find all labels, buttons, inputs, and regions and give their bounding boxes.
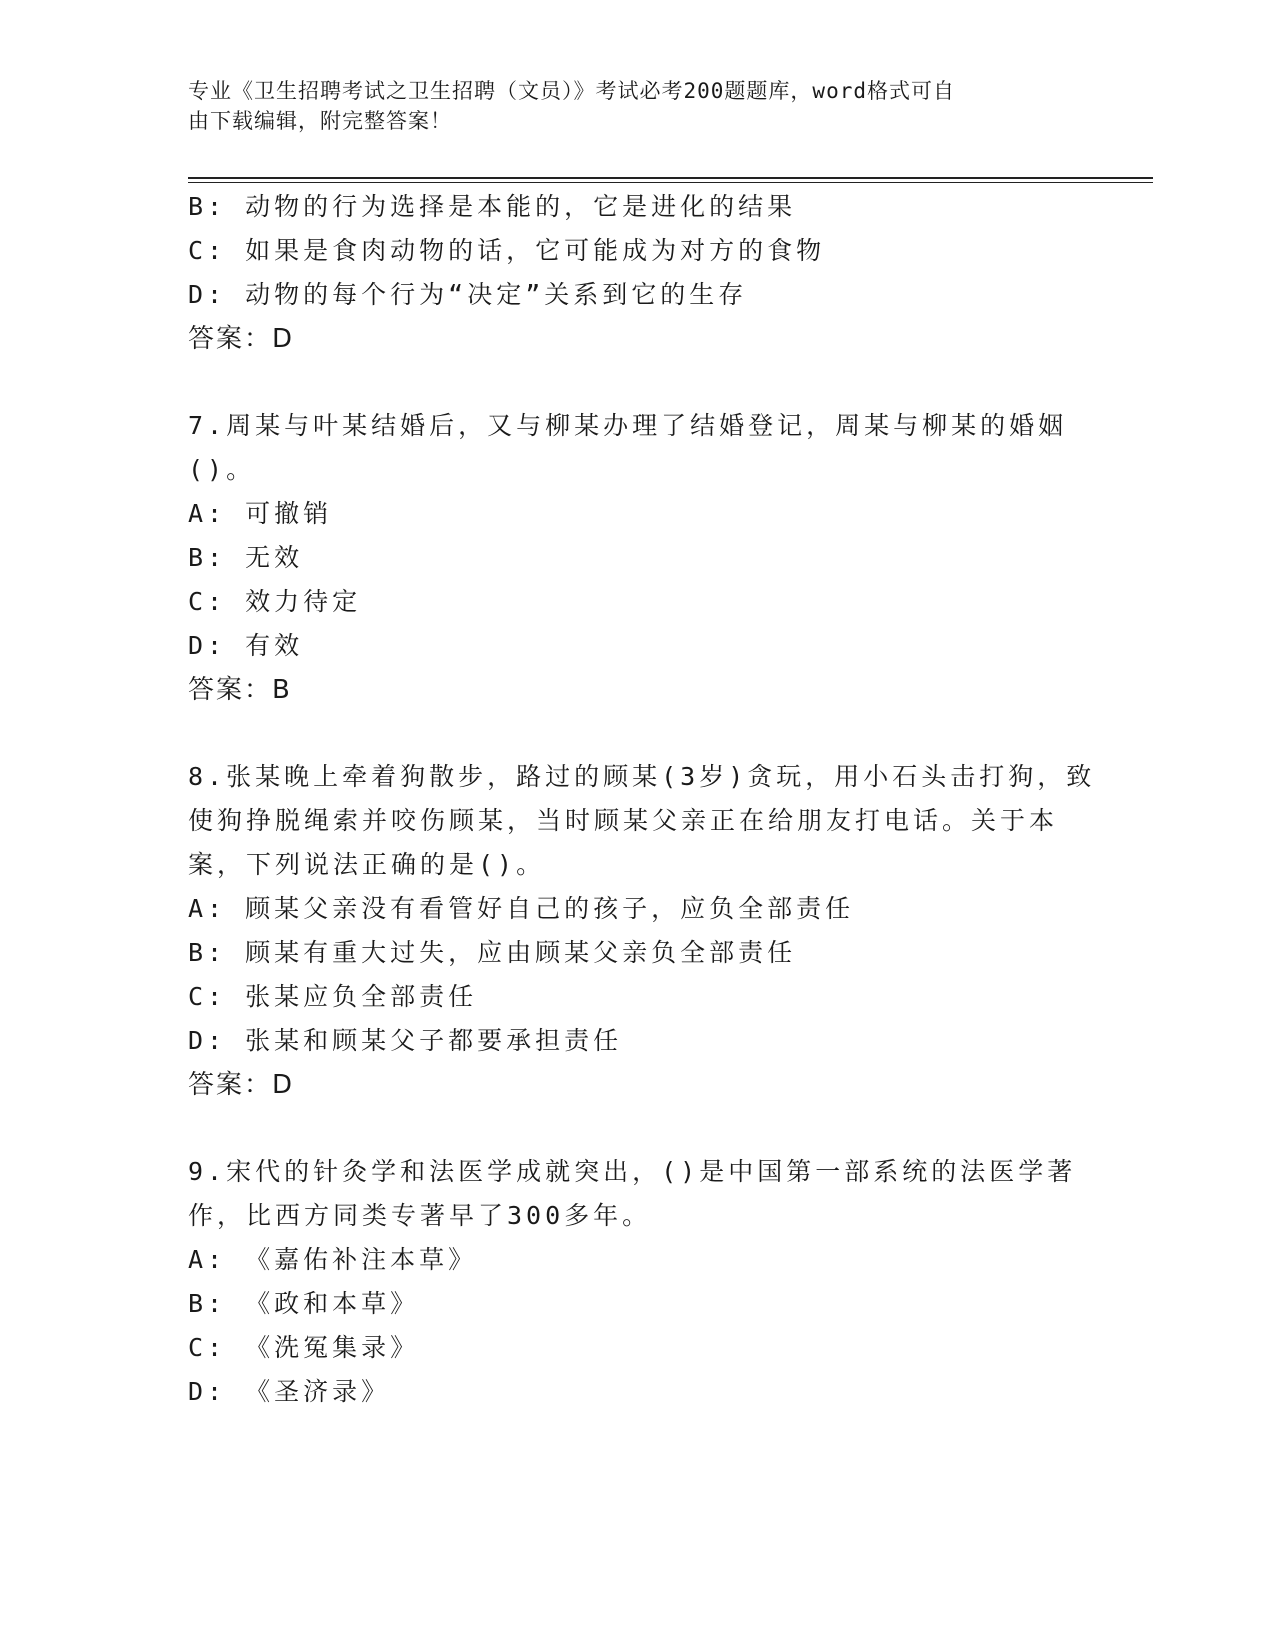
q9-option-b: B: 《政和本草》: [188, 1289, 420, 1318]
q9-stem-line-1: 9.宋代的针灸学和法医学成就突出，()是中国第一部系统的法医学著: [188, 1157, 1077, 1186]
q8-option-a: A: 顾某父亲没有看管好自己的孩子，应负全部责任: [188, 894, 855, 923]
q8-answer: 答案：D: [188, 1070, 295, 1100]
header-line-2: 由下载编辑，附完整答案！: [188, 109, 452, 133]
q9-option-c: C: 《洗冤集录》: [188, 1333, 420, 1362]
q8-option-d: D: 张某和顾某父子都要承担责任: [188, 1026, 623, 1055]
header-rule-thick: [188, 177, 1153, 179]
q7-option-d: D: 有效: [188, 631, 304, 660]
q7-stem-line-2: ()。: [188, 455, 256, 484]
q8-stem-line-2: 使狗挣脱绳索并咬伤顾某，当时顾某父亲正在给朋友打电话。关于本: [188, 806, 1059, 835]
q8-option-b: B: 顾某有重大过失，应由顾某父亲负全部责任: [188, 938, 797, 967]
document-header: [188, 76, 1068, 136]
q7-option-a: A: 可撤销: [188, 499, 333, 528]
q9-stem-line-2: 作，比西方同类专著早了300多年。: [188, 1201, 652, 1230]
q6-option-b: B: 动物的行为选择是本能的，它是进化的结果: [188, 192, 797, 221]
q7-stem-line-1: 7.周某与叶某结婚后，又与柳某办理了结婚登记，周某与柳某的婚姻: [188, 411, 1068, 440]
q6-option-d: D: 动物的每个行为“决定”关系到它的生存: [188, 280, 748, 309]
q8-option-c: C: 张某应负全部责任: [188, 982, 478, 1011]
header-rule-thin: [188, 182, 1153, 183]
q6-answer: 答案：D: [188, 324, 295, 354]
q7-option-c: C: 效力待定: [188, 587, 362, 616]
q9-option-d: D: 《圣济录》: [188, 1377, 391, 1406]
q9-option-a: A: 《嘉佑补注本草》: [188, 1245, 478, 1274]
q7-answer: 答案：B: [188, 675, 292, 705]
q8-stem-line-3: 案，下列说法正确的是()。: [188, 850, 546, 879]
header-line-1: 专业《卫生招聘考试之卫生招聘（文员）》考试必考200题题库，word格式可自: [188, 79, 955, 103]
q6-option-c: C: 如果是食肉动物的话，它可能成为对方的食物: [188, 236, 826, 265]
q7-option-b: B: 无效: [188, 543, 304, 572]
q8-stem-line-1: 8.张某晚上牵着狗散步，路过的顾某(3岁)贪玩，用小石头击打狗，致: [188, 762, 1096, 791]
